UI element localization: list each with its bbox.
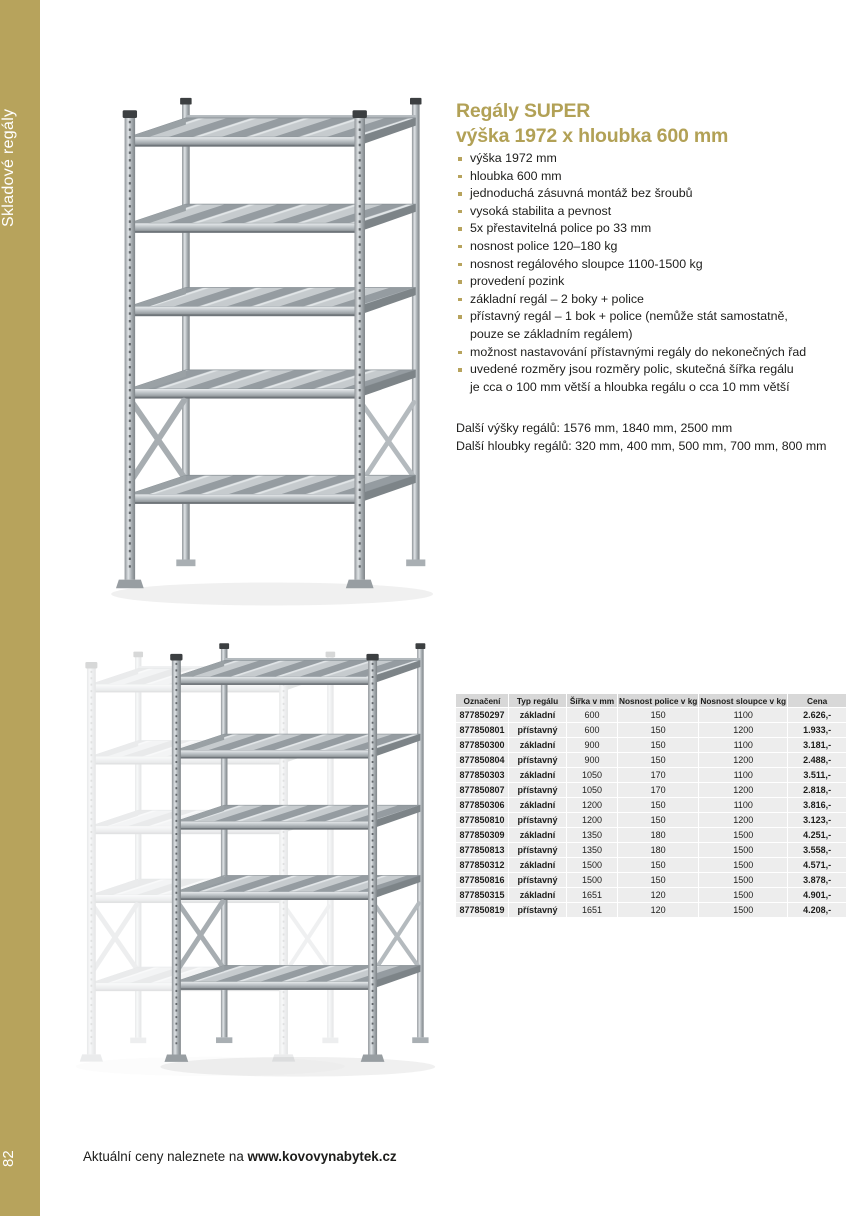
table-cell: 877850804 <box>456 753 508 767</box>
table-cell: 1100 <box>699 738 787 752</box>
table-cell: 877850813 <box>456 843 508 857</box>
table-row <box>456 738 846 752</box>
table-cell: základní <box>509 888 566 902</box>
feature-item: hloubka 600 mm <box>456 168 826 186</box>
table-cell: 1050 <box>567 768 617 782</box>
table-cell: 180 <box>618 828 698 842</box>
note-depths: Další hloubky regálů: 320 mm, 400 mm, 500 mm, 700 mm, 800 mm <box>456 438 827 453</box>
table-cell: 1500 <box>699 843 787 857</box>
column-header: Nosnost police v kg <box>619 695 698 706</box>
website-link[interactable]: www.kovovynabytek.cz <box>247 1149 397 1164</box>
table-cell: 877850315 <box>456 888 508 902</box>
feature-item: základní regál – 2 boky + police <box>456 291 826 309</box>
table-cell: základní <box>509 798 566 812</box>
feature-item: nosnost regálového sloupce 1100-1500 kg <box>456 256 826 274</box>
table-cell: 877850300 <box>456 738 508 752</box>
table-cell: 3.511,- <box>788 768 846 782</box>
table-cell: základní <box>509 708 566 722</box>
feature-item: vysoká stabilita a pevnost <box>456 203 826 221</box>
footer-note <box>83 1149 397 1164</box>
category-sidebar <box>0 0 40 1216</box>
table-cell: 900 <box>567 738 617 752</box>
table-cell: 1500 <box>699 903 787 917</box>
feature-item: přístavný regál – 1 bok + police (nemůže stát samostatně, pouze se základním regálem) <box>456 308 826 343</box>
page-number: 82 <box>0 1150 17 1168</box>
table-cell: 170 <box>618 783 698 797</box>
table-cell: 1200 <box>699 813 787 827</box>
addon-rack-illustration <box>58 640 446 1112</box>
table-cell: přístavný <box>509 753 566 767</box>
table-cell: 3.123,- <box>788 813 846 827</box>
table-cell: 877850819 <box>456 903 508 917</box>
page-title-line2: výška 1972 x hloubka 600 mm <box>456 125 729 147</box>
table-cell: 877850306 <box>456 798 508 812</box>
table-cell: přístavný <box>509 783 566 797</box>
table-row <box>456 813 846 827</box>
table-row <box>456 723 846 737</box>
column-header: Typ regálu <box>509 694 566 707</box>
table-cell: 600 <box>567 708 617 722</box>
table-cell: přístavný <box>509 813 566 827</box>
table-cell: 1050 <box>567 783 617 797</box>
feature-item: provedení pozink <box>456 273 826 291</box>
table-cell: 1100 <box>699 798 787 812</box>
table-cell: základní <box>509 738 566 752</box>
table-cell: základní <box>509 828 566 842</box>
table-cell: 3.181,- <box>788 738 846 752</box>
table-cell: 2.626,- <box>788 708 846 722</box>
table-cell: 4.901,- <box>788 888 846 902</box>
table-row <box>456 783 846 797</box>
table-cell: 150 <box>618 753 698 767</box>
table-row <box>456 903 846 917</box>
column-header: Nosnost sloupce v kg <box>700 695 787 706</box>
table-cell: 4.208,- <box>788 903 846 917</box>
price-table-head <box>456 694 846 707</box>
product-photo-addon-rack <box>58 640 446 1112</box>
table-row <box>456 873 846 887</box>
table-cell: 170 <box>618 768 698 782</box>
table-cell: 1200 <box>699 753 787 767</box>
table-row <box>456 768 846 782</box>
table-cell: 1100 <box>699 768 787 782</box>
table-cell: základní <box>509 768 566 782</box>
table-cell: 877850312 <box>456 858 508 872</box>
table-row <box>456 828 846 842</box>
table-cell: 1100 <box>699 708 787 722</box>
table-cell: 1500 <box>699 888 787 902</box>
table-row <box>456 843 846 857</box>
table-cell: 120 <box>618 903 698 917</box>
page-title <box>456 99 728 149</box>
table-cell: přístavný <box>509 873 566 887</box>
table-cell: 3.878,- <box>788 873 846 887</box>
table-cell: 1500 <box>567 858 617 872</box>
ghost-base-rack <box>76 652 345 1076</box>
feature-item: nosnost police 120–180 kg <box>456 238 826 256</box>
table-cell: 3.558,- <box>788 843 846 857</box>
feature-item: 5x přestavitelná police po 33 mm <box>456 220 826 238</box>
column-header: Označení <box>456 694 508 707</box>
table-cell: 150 <box>618 708 698 722</box>
feature-item: možnost nastavování přístavnými regály do nekonečných řad <box>456 344 826 362</box>
page-title-line1: Regály SUPER <box>456 100 591 122</box>
table-cell: 2.818,- <box>788 783 846 797</box>
table-cell: 877850309 <box>456 828 508 842</box>
price-table-body <box>456 708 846 917</box>
table-cell: 4.571,- <box>788 858 846 872</box>
table-cell: 1500 <box>699 873 787 887</box>
price-table <box>455 693 847 918</box>
table-cell: 877850816 <box>456 873 508 887</box>
table-cell: přístavný <box>509 843 566 857</box>
table-cell: 1500 <box>699 828 787 842</box>
feature-item: jednoduchá zásuvná montáž bez šroubů <box>456 185 826 203</box>
table-cell: 2.488,- <box>788 753 846 767</box>
table-cell: 1651 <box>567 888 617 902</box>
table-cell: 4.251,- <box>788 828 846 842</box>
column-header: Cena <box>788 694 846 707</box>
table-cell: 877850801 <box>456 723 508 737</box>
table-cell: 600 <box>567 723 617 737</box>
table-cell: 1200 <box>699 723 787 737</box>
table-cell: 180 <box>618 843 698 857</box>
table-cell: přístavný <box>509 903 566 917</box>
notes <box>456 420 827 455</box>
table-cell: 1200 <box>567 798 617 812</box>
rack-illustration <box>90 94 435 616</box>
table-cell: 150 <box>618 798 698 812</box>
table-cell: 877850297 <box>456 708 508 722</box>
column-header: Šířka v mm <box>567 694 617 707</box>
feature-item: výška 1972 mm <box>456 150 826 168</box>
solid-addon-rack <box>160 643 435 1076</box>
table-cell: 877850810 <box>456 813 508 827</box>
table-cell: 1200 <box>567 813 617 827</box>
table-row <box>456 708 846 722</box>
table-cell: 150 <box>618 858 698 872</box>
table-cell: 900 <box>567 753 617 767</box>
table-cell: základní <box>509 858 566 872</box>
table-cell: 150 <box>618 873 698 887</box>
table-cell: 1.933,- <box>788 723 846 737</box>
table-cell: 877850303 <box>456 768 508 782</box>
table-row <box>456 888 846 902</box>
table-row <box>456 798 846 812</box>
table-cell: 1200 <box>699 783 787 797</box>
note-heights: Další výšky regálů: 1576 mm, 1840 mm, 2500 mm <box>456 421 733 435</box>
table-cell: 1350 <box>567 828 617 842</box>
product-photo-basic-rack <box>90 94 435 616</box>
feature-list <box>456 150 826 396</box>
table-row <box>456 753 846 767</box>
table-cell: 150 <box>618 723 698 737</box>
table-cell: 1500 <box>699 858 787 872</box>
table-cell: 877850807 <box>456 783 508 797</box>
feature-item: uvedené rozměry jsou rozměry polic, skutečná šířka regálu je cca o 100 mm větší a hloubka regálu o cca 10 mm větší <box>456 361 826 396</box>
footer-text: Aktuální ceny naleznete na <box>83 1149 248 1164</box>
table-row <box>456 858 846 872</box>
table-cell: přístavný <box>509 723 566 737</box>
table-cell: 1651 <box>567 903 617 917</box>
table-cell: 1350 <box>567 843 617 857</box>
category-label: Skladové regály <box>0 108 17 227</box>
table-cell: 150 <box>618 738 698 752</box>
table-cell: 150 <box>618 813 698 827</box>
table-cell: 1500 <box>567 873 617 887</box>
table-cell: 120 <box>618 888 698 902</box>
table-cell: 3.816,- <box>788 798 846 812</box>
